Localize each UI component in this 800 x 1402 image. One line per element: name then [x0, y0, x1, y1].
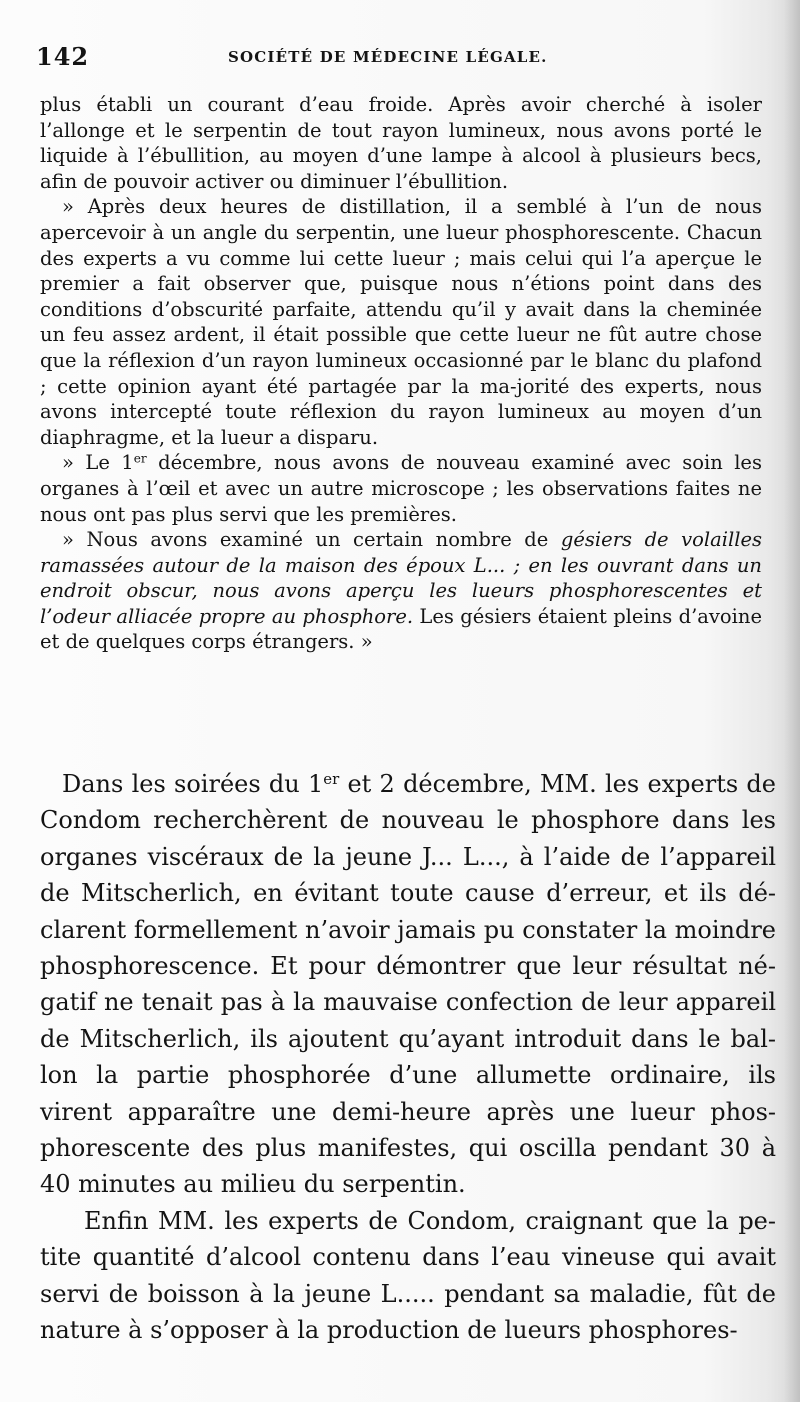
body-paragraph-1-rest: et 2 décembre, MM. les experts de Condom recherchèrent de nouveau le phosphore dans les organes viscéraux de la jeune J... L..., à l’aide de l’appareil de Mitscherlich, en évitant toute cause d’erreur, et ils dé-clarent formellement n’avoir jamais pu constater la moindre phosphorescence. Et pour démontrer que leur résultat né-gatif ne tenait pas à la mauvaise confection de leur appareil de Mitscherlich, ils ajoutent qu’ayant introduit dans le bal-lon la partie phosphorée d’une allumette ordinaire, ils virent apparaître une demi-heure après une lueur phos-phorescente des plus manifestes, qui oscilla pendant 30 à 40 minutes au milieu du serpentin.: [40, 770, 776, 1199]
quoted-paragraph-1: plus établi un courant d’eau froide. Après avoir cherché à isoler l’allonge et le serpentin de tout rayon lumineux, nous avons porté le liquide à l’ébullition, au moyen d’une lampe à alcool à plusieurs becs, afin de pouvoir activer ou diminuer l’ébullition.: [40, 93, 762, 193]
running-title: SOCIÉTÉ DE MÉDECINE LÉGALE.: [228, 48, 548, 66]
quoted-paragraph-3-start: » Le 1: [62, 451, 134, 475]
running-header: [36, 42, 776, 76]
ordinal-superscript: er: [323, 769, 340, 788]
body-paragraph-2: Enfin MM. les experts de Condom, craignant que la pe-tite quantité d’alcool contenu dans l’eau vineuse qui avait servi de boisson à la jeune L..... pendant sa maladie, fût de nature à s’opposer à la production de lueurs phosphores-: [40, 1206, 776, 1345]
body-paragraph-1-start: Dans les soirées du 1: [62, 770, 324, 798]
quoted-paragraph-4: [40, 527, 762, 655]
main-text-block: [40, 766, 776, 1349]
quoted-paragraph-4-end: Les gésiers étaient pleins d’avoine et de quelques corps étrangers. »: [40, 604, 762, 654]
quoted-report-block: [40, 92, 762, 655]
quoted-paragraph-4-italic: gésiers de volailles ramassées autour de la maison des époux L... ; en les ouvrant dans un endroit obscur, nous avons aperçu les lueurs phosphorescentes et l’odeur alliacée propre au phosphore.: [40, 528, 763, 628]
quoted-paragraph-2: » Après deux heures de distillation, il a semblé à l’un de nous apercevoir à un angle du serpentin, une lueur phosphorescente. Chacun des experts a vu comme lui cette lueur ; mais celui qui l’a aperçue le premier a fait observer que, puisque nous n’étions point dans des conditions d’obscurité parfaite, attendu qu’il y avait dans la cheminée un feu assez ardent, il était possible que cette lueur ne fût autre chose que la réflexion d’un rayon lumineux occasionné par le blanc du plafond ; cette opinion ayant été partagée par la ma-jorité des experts, nous avons intercepté toute réflexion du rayon lumineux au moyen d’un diaphragme, et la lueur a disparu.: [40, 195, 762, 449]
quoted-paragraph-3-rest: décembre, nous avons de nouveau examiné avec soin les organes à l’œil et avec un autre microscope ; les observations faites ne nous ont pas plus servi que les premières.: [40, 451, 762, 526]
quoted-paragraph-3: [40, 450, 762, 527]
page-number: 142: [36, 42, 90, 71]
quoted-paragraph-4-start: » Nous avons examiné un certain nombre de: [62, 528, 561, 552]
page-edge-shadow: [784, 0, 800, 1402]
body-paragraph-1: [40, 766, 776, 1203]
ordinal-superscript: er: [133, 451, 147, 466]
